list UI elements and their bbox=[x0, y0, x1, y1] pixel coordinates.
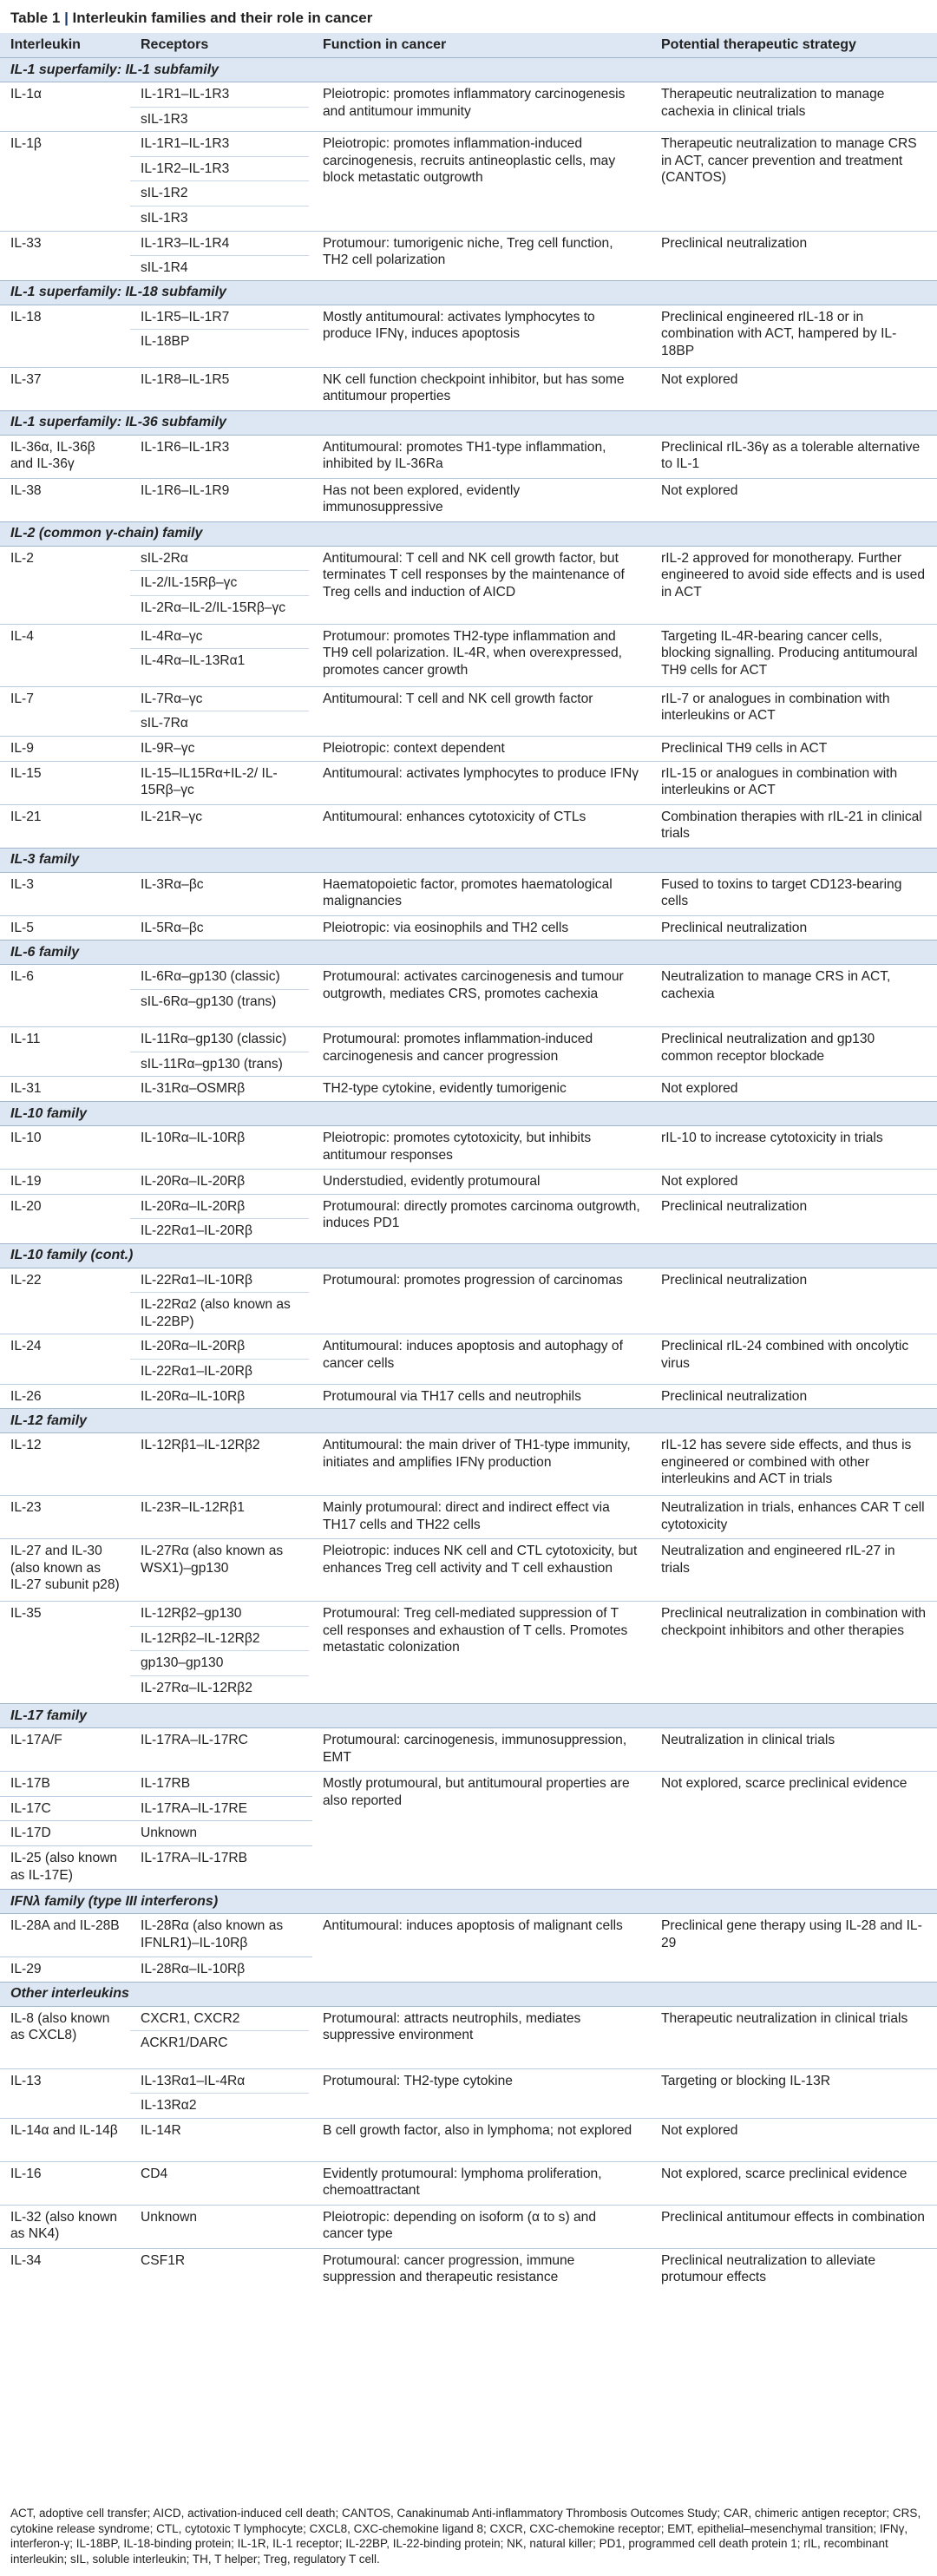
receptors-cell bbox=[130, 1821, 312, 1846]
therapy-cell: Preclinical gene therapy using IL-28 and IL-29 bbox=[651, 1914, 937, 1983]
family-header-row bbox=[0, 1101, 937, 1125]
table-row bbox=[0, 2161, 937, 2205]
receptor-entry: IL-1R8–IL-1R5 bbox=[141, 371, 230, 387]
therapy-cell: Preclinical rIL-36γ as a tolerable alternative to IL-1 bbox=[651, 435, 937, 478]
interleukin-cell: IL-37 bbox=[0, 367, 130, 410]
interleukin-cell: IL-32 (also known as NK4) bbox=[0, 2205, 130, 2248]
receptor-entry: IL-4Rα–IL-13Rα1 bbox=[130, 648, 309, 670]
interleukin-cell: IL-1β bbox=[0, 132, 130, 231]
function-cell: Mostly protumoural, but antitumoural properties are also reported bbox=[312, 1772, 651, 1890]
function-cell: Mostly antitumoural: activates lymphocytes to produce IFNγ, induces apoptosis bbox=[312, 305, 651, 367]
therapy-cell: Not explored bbox=[651, 478, 937, 521]
table-caption bbox=[10, 7, 372, 29]
table-row bbox=[0, 736, 937, 761]
family-name: IL-12 family bbox=[0, 1409, 937, 1433]
interleukin-cell: IL-17D bbox=[0, 1821, 130, 1846]
function-cell: B cell growth factor, also in lymphoma; not explored bbox=[312, 2118, 651, 2161]
therapy-cell: Preclinical engineered rIL-18 or in combination with ACT, hampered by IL-18BP bbox=[651, 305, 937, 367]
interleukin-cell: IL-5 bbox=[0, 915, 130, 941]
interleukin-cell: IL-21 bbox=[0, 804, 130, 848]
receptors-cell bbox=[130, 132, 312, 231]
table-row bbox=[0, 1027, 937, 1077]
interleukin-cell: IL-24 bbox=[0, 1334, 130, 1384]
table-row bbox=[0, 2118, 937, 2161]
receptors-cell bbox=[130, 231, 312, 280]
therapy-cell: rIL-10 to increase cytotoxicity in trials bbox=[651, 1125, 937, 1169]
receptor-entry: Unknown bbox=[141, 1825, 198, 1841]
receptor-entry: Unknown bbox=[141, 2209, 198, 2225]
interleukin-cell: IL-23 bbox=[0, 1496, 130, 1539]
receptor-entry: IL-28Rα (also known as IFNLR1)–IL-10Rβ bbox=[141, 1918, 284, 1950]
receptor-entry: IL-10Rα–IL-10Rβ bbox=[141, 1130, 246, 1145]
receptor-entry: sIL-1R3 bbox=[130, 107, 309, 128]
interleukin-cell: IL-13 bbox=[0, 2068, 130, 2118]
therapy-cell: Combination therapies with rIL-21 in clinical trials bbox=[651, 804, 937, 848]
function-cell: Protumour: tumorigenic niche, Treg cell function, TH2 cell polarization bbox=[312, 231, 651, 280]
footnote: ACT, adoptive cell transfer; AICD, activation-induced cell death; CANTOS, Canakinumab Anti-inflammatory Thrombosis Outcomes Study; CAR, chimeric antigen receptor; CRS, cytokine release syndrome; CTL, cytotoxic T lymphocyte; CXCL8, CXC-chemokine ligand 8; CXCR, CXC-chemokine receptor; EMT, epithelial–mesenchymal transition; IFNγ, interferon-γ; IL-18BP, IL-18-binding protein; IL-1R, IL-1 receptor; IL-22BP, IL-22-binding protein; NK, natural killer; PD1, programmed cell death protein 1; rIL, recombinant interleukin; sIL, soluble interleukin; TH, T helper; Treg, regulatory T cell. bbox=[10, 2507, 921, 2566]
family-name: IL-10 family bbox=[0, 1101, 937, 1125]
interleukin-cell: IL-2 bbox=[0, 546, 130, 624]
interleukin-cell: IL-8 (also known as CXCL8) bbox=[0, 2006, 130, 2068]
therapy-cell: Preclinical antitumour effects in combination bbox=[651, 2205, 937, 2248]
receptor-entry: IL-27Rα (also known as WSX1)–gp130 bbox=[141, 1544, 284, 1576]
table-row bbox=[0, 1496, 937, 1539]
table-row bbox=[0, 1602, 937, 1704]
receptor-entry: IL-12Rβ1–IL-12Rβ2 bbox=[141, 1438, 260, 1453]
therapy-cell: Neutralization in trials, enhances CAR T cell cytotoxicity bbox=[651, 1496, 937, 1539]
therapy-cell: rIL-2 approved for monotherapy. Further engineered to avoid side effects and is used in ACT bbox=[651, 546, 937, 624]
receptors-cell bbox=[130, 1796, 312, 1821]
receptors-cell bbox=[130, 2161, 312, 2205]
function-cell: Antitumoural: T cell and NK cell growth factor bbox=[312, 686, 651, 736]
family-name: IL-2 (common γ-chain) family bbox=[0, 521, 937, 546]
function-cell: Pleiotropic: via eosinophils and TH2 cells bbox=[312, 915, 651, 941]
family-name: IL-1 superfamily: IL-36 subfamily bbox=[0, 410, 937, 435]
function-cell: Understudied, evidently protumoural bbox=[312, 1169, 651, 1194]
receptor-entry: IL-20Rα–IL-20Rβ bbox=[141, 1339, 246, 1354]
therapy-cell: Neutralization in clinical trials bbox=[651, 1728, 937, 1772]
receptors-cell bbox=[130, 1957, 312, 1983]
table-row bbox=[0, 546, 937, 624]
receptors-cell bbox=[130, 1496, 312, 1539]
function-cell: NK cell function checkpoint inhibitor, but has some antitumour properties bbox=[312, 367, 651, 410]
therapy-cell: Not explored bbox=[651, 1169, 937, 1194]
receptors-cell bbox=[130, 804, 312, 848]
receptors-cell bbox=[130, 1334, 312, 1384]
receptor-entry: IL-13Rα2 bbox=[130, 2093, 309, 2114]
receptor-entry: sIL-1R2 bbox=[130, 180, 309, 202]
family-header-row bbox=[0, 1890, 937, 1914]
receptor-entry: IL-2/IL-15Rβ–γc bbox=[130, 570, 309, 592]
receptors-cell bbox=[130, 82, 312, 132]
interleukin-cell: IL-12 bbox=[0, 1433, 130, 1496]
receptor-entry: IL-1R1–IL-1R3 bbox=[141, 136, 230, 152]
receptor-entry: IL-13Rα1–IL-4Rα bbox=[141, 2073, 246, 2088]
therapy-cell: Fused to toxins to target CD123-bearing cells bbox=[651, 872, 937, 915]
receptors-cell bbox=[130, 872, 312, 915]
function-cell: Pleiotropic: promotes cytotoxicity, but inhibits antitumour responses bbox=[312, 1125, 651, 1169]
receptor-entry: IL-17RA–IL-17RC bbox=[141, 1733, 248, 1748]
function-cell: Has not been explored, evidently immunosuppressive bbox=[312, 478, 651, 521]
receptors-cell bbox=[130, 1194, 312, 1243]
therapy-cell: Not explored bbox=[651, 2118, 937, 2161]
function-cell: TH2-type cytokine, evidently tumorigenic bbox=[312, 1077, 651, 1102]
interleukin-cell: IL-25 (also known as IL-17E) bbox=[0, 1846, 130, 1890]
therapy-cell: Preclinical neutralization bbox=[651, 915, 937, 941]
receptor-entry: IL-4Rα–γc bbox=[141, 628, 203, 644]
therapy-cell: Preclinical neutralization to alleviate protumour effects bbox=[651, 2248, 937, 2291]
interleukin-cell: IL-33 bbox=[0, 231, 130, 280]
therapy-cell: Preclinical neutralization bbox=[651, 1194, 937, 1243]
family-header-row bbox=[0, 521, 937, 546]
function-cell: Evidently protumoural: lymphoma proliferation, chemoattractant bbox=[312, 2161, 651, 2205]
interleukin-cell: IL-19 bbox=[0, 1169, 130, 1194]
therapy-cell: rIL-12 has severe side effects, and thus is engineered or combined with other interleukins and ACT in trials bbox=[651, 1433, 937, 1496]
therapy-cell: Preclinical neutralization bbox=[651, 1384, 937, 1409]
interleukin-cell: IL-3 bbox=[0, 872, 130, 915]
function-cell: Pleiotropic: promotes inflammation-induced carcinogenesis, recruits antineoplastic cells, may block metastatic outgrowth bbox=[312, 132, 651, 231]
receptor-entry: IL-7Rα–γc bbox=[141, 691, 203, 706]
receptors-cell bbox=[130, 305, 312, 367]
receptor-entry: sIL-7Rα bbox=[130, 711, 309, 732]
receptors-cell bbox=[130, 1125, 312, 1169]
receptor-entry: IL-15–IL15Rα+IL-2/ IL-15Rβ–γc bbox=[141, 765, 278, 798]
therapy-cell: Therapeutic neutralization in clinical trials bbox=[651, 2006, 937, 2068]
table-row bbox=[0, 305, 937, 367]
receptors-cell bbox=[130, 367, 312, 410]
therapy-cell: Targeting IL-4R-bearing cancer cells, blocking signalling. Producing antitumoural TH9 cells for ACT bbox=[651, 624, 937, 686]
table-row bbox=[0, 132, 937, 231]
receptors-cell bbox=[130, 1268, 312, 1334]
interleukin-cell: IL-20 bbox=[0, 1194, 130, 1243]
table-row bbox=[0, 1433, 937, 1496]
function-cell: Antitumoural: induces apoptosis and autophagy of cancer cells bbox=[312, 1334, 651, 1384]
table-label: Table 1 bbox=[10, 10, 61, 26]
receptor-entry: IL-12Rβ2–gp130 bbox=[141, 1606, 242, 1622]
interleukin-table bbox=[0, 33, 937, 2291]
table-body bbox=[0, 58, 937, 2292]
interleukin-cell: IL-34 bbox=[0, 2248, 130, 2291]
column-header-receptors: Receptors bbox=[130, 33, 312, 58]
function-cell: Haematopoietic factor, promotes haematological malignancies bbox=[312, 872, 651, 915]
receptors-cell bbox=[130, 915, 312, 941]
function-cell: Antitumoural: T cell and NK cell growth factor, but terminates T cell responses by the maintenance of Treg cells and induction of AICD bbox=[312, 546, 651, 624]
therapy-cell: Not explored, scarce preclinical evidence bbox=[651, 2161, 937, 2205]
receptor-entry: IL-9R–γc bbox=[141, 740, 195, 756]
interleukin-cell: IL-17B bbox=[0, 1772, 130, 1797]
receptors-cell bbox=[130, 2118, 312, 2161]
interleukin-cell: IL-4 bbox=[0, 624, 130, 686]
interleukin-cell: IL-15 bbox=[0, 761, 130, 804]
interleukin-cell: IL-17C bbox=[0, 1796, 130, 1821]
family-name: IL-1 superfamily: IL-1 subfamily bbox=[0, 58, 937, 82]
receptors-cell bbox=[130, 1077, 312, 1102]
receptor-entry: IL-23R–IL-12Rβ1 bbox=[141, 1500, 245, 1516]
interleukin-cell: IL-28A and IL-28B bbox=[0, 1914, 130, 1957]
receptor-entry: CXCR1, CXCR2 bbox=[141, 2010, 240, 2026]
receptor-entry: IL-1R5–IL-1R7 bbox=[141, 309, 230, 324]
receptors-cell bbox=[130, 435, 312, 478]
table-row bbox=[0, 231, 937, 280]
receptor-entry: IL-27Rα–IL-12Rβ2 bbox=[130, 1675, 309, 1697]
table-row bbox=[0, 2006, 937, 2068]
table-row bbox=[0, 915, 937, 941]
interleukin-cell: IL-16 bbox=[0, 2161, 130, 2205]
receptor-entry: sIL-2Rα bbox=[141, 550, 188, 566]
receptors-cell bbox=[130, 1846, 312, 1890]
column-header-function: Function in cancer bbox=[312, 33, 651, 58]
receptor-entry: IL-17RB bbox=[141, 1776, 191, 1792]
table-row bbox=[0, 624, 937, 686]
family-name: IL-1 superfamily: IL-18 subfamily bbox=[0, 280, 937, 305]
function-cell: Pleiotropic: induces NK cell and CTL cytotoxicity, but enhances Treg cell activity and T cell exhaustion bbox=[312, 1539, 651, 1602]
receptors-cell bbox=[130, 686, 312, 736]
receptor-entry: IL-22Rα1–IL-10Rβ bbox=[141, 1272, 252, 1288]
receptor-entry: IL-1R6–IL-1R9 bbox=[141, 482, 230, 498]
interleukin-cell: IL-35 bbox=[0, 1602, 130, 1704]
interleukin-cell: IL-14α and IL-14β bbox=[0, 2118, 130, 2161]
therapy-cell: rIL-15 or analogues in combination with interleukins or ACT bbox=[651, 761, 937, 804]
receptor-entry: IL-20Rα–IL-10Rβ bbox=[141, 1388, 246, 1404]
function-cell: Antitumoural: promotes TH1-type inflammation, inhibited by IL-36Ra bbox=[312, 435, 651, 478]
receptors-cell bbox=[130, 1728, 312, 1772]
family-header-row bbox=[0, 280, 937, 305]
header-row bbox=[0, 33, 937, 58]
therapy-cell: Preclinical neutralization and gp130 common receptor blockade bbox=[651, 1027, 937, 1077]
interleukin-cell: IL-31 bbox=[0, 1077, 130, 1102]
receptor-entry: IL-17RA–IL-17RE bbox=[141, 1800, 248, 1816]
table-row bbox=[0, 1125, 937, 1169]
function-cell: Antitumoural: enhances cytotoxicity of CTLs bbox=[312, 804, 651, 848]
table-row bbox=[0, 2068, 937, 2118]
table-row bbox=[0, 1334, 937, 1384]
receptors-cell bbox=[130, 478, 312, 521]
table-row bbox=[0, 1384, 937, 1409]
therapy-cell: Not explored, scarce preclinical evidence bbox=[651, 1772, 937, 1890]
receptor-entry: IL-6Rα–gp130 (classic) bbox=[141, 969, 280, 985]
receptor-entry: sIL-11Rα–gp130 (trans) bbox=[130, 1052, 309, 1073]
function-cell: Protumoural: activates carcinogenesis and tumour outgrowth, mediates CRS, promotes cachexia bbox=[312, 965, 651, 1027]
therapy-cell: Neutralization to manage CRS in ACT, cachexia bbox=[651, 965, 937, 1027]
receptor-entry: IL-20Rα–IL-20Rβ bbox=[141, 1173, 246, 1189]
function-cell: Pleiotropic: depending on isoform (α to s) and cancer type bbox=[312, 2205, 651, 2248]
interleukin-cell: IL-26 bbox=[0, 1384, 130, 1409]
interleukin-cell: IL-17A/F bbox=[0, 1728, 130, 1772]
family-name: IL-17 family bbox=[0, 1704, 937, 1728]
family-header-row bbox=[0, 410, 937, 435]
table-row bbox=[0, 761, 937, 804]
therapy-cell: Targeting or blocking IL-13R bbox=[651, 2068, 937, 2118]
therapy-cell: Preclinical neutralization bbox=[651, 1268, 937, 1334]
receptor-entry: IL-22Rα1–IL-20Rβ bbox=[130, 1218, 309, 1240]
table-row bbox=[0, 2248, 937, 2291]
interleukin-cell: IL-11 bbox=[0, 1027, 130, 1077]
function-cell: Protumoural: promotes inflammation-induced carcinogenesis and cancer progression bbox=[312, 1027, 651, 1077]
receptor-entry: ACKR1/DARC bbox=[130, 2030, 309, 2052]
receptors-cell bbox=[130, 1772, 312, 1797]
receptor-entry: IL-5Rα–βc bbox=[141, 920, 204, 935]
receptor-entry: IL-31Rα–OSMRβ bbox=[141, 1081, 246, 1097]
function-cell: Pleiotropic: context dependent bbox=[312, 736, 651, 761]
therapy-cell: Therapeutic neutralization to manage CRS in ACT, cancer prevention and treatment (CANTOS) bbox=[651, 132, 937, 231]
receptor-entry: IL-1R2–IL-1R3 bbox=[130, 156, 309, 178]
receptors-cell bbox=[130, 736, 312, 761]
receptors-cell bbox=[130, 1914, 312, 1957]
receptor-entry: IL-1R3–IL-1R4 bbox=[141, 235, 230, 251]
family-header-row bbox=[0, 1982, 937, 2006]
receptor-entry: CSF1R bbox=[141, 2252, 186, 2268]
column-header-therapy: Potential therapeutic strategy bbox=[651, 33, 937, 58]
receptors-cell bbox=[130, 965, 312, 1027]
receptor-entry: IL-1R6–IL-1R3 bbox=[141, 439, 230, 455]
receptor-entry: CD4 bbox=[141, 2166, 168, 2181]
receptor-entry: IL-17RA–IL-17RB bbox=[141, 1851, 248, 1866]
receptors-cell bbox=[130, 2068, 312, 2118]
family-name: IL-3 family bbox=[0, 848, 937, 872]
therapy-cell: Therapeutic neutralization to manage cachexia in clinical trials bbox=[651, 82, 937, 132]
interleukin-cell: IL-38 bbox=[0, 478, 130, 521]
function-cell: Protumoural: promotes progression of carcinomas bbox=[312, 1268, 651, 1334]
receptor-entry: IL-20Rα–IL-20Rβ bbox=[141, 1198, 246, 1214]
table-row bbox=[0, 804, 937, 848]
receptors-cell bbox=[130, 1169, 312, 1194]
family-name: IL-10 family (cont.) bbox=[0, 1243, 937, 1268]
receptor-entry: IL-14R bbox=[141, 2122, 181, 2138]
receptors-cell bbox=[130, 1433, 312, 1496]
function-cell: Protumoural: directly promotes carcinoma outgrowth, induces PD1 bbox=[312, 1194, 651, 1243]
receptors-cell bbox=[130, 1602, 312, 1704]
table-row bbox=[0, 1539, 937, 1602]
table-row bbox=[0, 1077, 937, 1102]
therapy-cell: Preclinical neutralization in combination with checkpoint inhibitors and other therapies bbox=[651, 1602, 937, 1704]
function-cell: Protumoural via TH17 cells and neutrophils bbox=[312, 1384, 651, 1409]
therapy-cell: rIL-7 or analogues in combination with interleukins or ACT bbox=[651, 686, 937, 736]
function-cell: Pleiotropic: promotes inflammatory carcinogenesis and antitumour immunity bbox=[312, 82, 651, 132]
receptors-cell bbox=[130, 761, 312, 804]
family-header-row bbox=[0, 1704, 937, 1728]
family-header-row bbox=[0, 941, 937, 965]
table-row bbox=[0, 2205, 937, 2248]
caption-separator: | bbox=[64, 10, 73, 26]
table-row bbox=[0, 1169, 937, 1194]
receptor-entry: IL-21R–γc bbox=[141, 809, 203, 824]
function-cell: Protumoural: cancer progression, immune suppression and therapeutic resistance bbox=[312, 2248, 651, 2291]
interleukin-cell: IL-18 bbox=[0, 305, 130, 367]
function-cell: Antitumoural: the main driver of TH1-type immunity, initiates and amplifies IFNγ production bbox=[312, 1433, 651, 1496]
interleukin-cell: IL-36α, IL-36β and IL-36γ bbox=[0, 435, 130, 478]
therapy-cell: Not explored bbox=[651, 1077, 937, 1102]
interleukin-cell: IL-22 bbox=[0, 1268, 130, 1334]
family-name: IL-6 family bbox=[0, 941, 937, 965]
therapy-cell: Preclinical rIL-24 combined with oncolytic virus bbox=[651, 1334, 937, 1384]
receptor-entry: IL-1R1–IL-1R3 bbox=[141, 87, 230, 102]
function-cell: Protumoural: attracts neutrophils, mediates suppressive environment bbox=[312, 2006, 651, 2068]
therapy-cell: Neutralization and engineered rIL-27 in trials bbox=[651, 1539, 937, 1602]
therapy-cell: Not explored bbox=[651, 367, 937, 410]
interleukin-cell: IL-10 bbox=[0, 1125, 130, 1169]
receptors-cell bbox=[130, 2205, 312, 2248]
table-row bbox=[0, 1194, 937, 1243]
interleukin-cell: IL-29 bbox=[0, 1957, 130, 1983]
therapy-cell: Preclinical TH9 cells in ACT bbox=[651, 736, 937, 761]
table-row bbox=[0, 1268, 937, 1334]
table-title: Interleukin families and their role in cancer bbox=[72, 10, 373, 26]
receptors-cell bbox=[130, 624, 312, 686]
table-row bbox=[0, 1728, 937, 1772]
receptor-entry: IL-11Rα–gp130 (classic) bbox=[141, 1032, 287, 1047]
receptors-cell bbox=[130, 2006, 312, 2068]
receptor-entry: IL-2Rα–IL-2/IL-15Rβ–γc bbox=[130, 595, 309, 617]
receptor-entry: IL-18BP bbox=[130, 329, 309, 351]
function-cell: Antitumoural: activates lymphocytes to produce IFNγ bbox=[312, 761, 651, 804]
table-row bbox=[0, 1772, 937, 1797]
receptor-entry: IL-22Rα1–IL-20Rβ bbox=[130, 1359, 309, 1380]
family-header-row bbox=[0, 848, 937, 872]
interleukin-cell: IL-1α bbox=[0, 82, 130, 132]
receptors-cell bbox=[130, 1384, 312, 1409]
interleukin-cell: IL-9 bbox=[0, 736, 130, 761]
interleukin-cell: IL-27 and IL-30 (also known as IL-27 subunit p28) bbox=[0, 1539, 130, 1602]
receptors-cell bbox=[130, 1539, 312, 1602]
receptor-entry: IL-22Rα2 (also known as IL-22BP) bbox=[130, 1292, 309, 1330]
function-cell: Protumoural: carcinogenesis, immunosuppression, EMT bbox=[312, 1728, 651, 1772]
receptor-entry: IL-3Rα–βc bbox=[141, 876, 204, 892]
table-row bbox=[0, 686, 937, 736]
receptors-cell bbox=[130, 1027, 312, 1077]
family-header-row bbox=[0, 58, 937, 82]
family-header-row bbox=[0, 1409, 937, 1433]
function-cell: Protumour: promotes TH2-type inflammation and TH9 cell polarization. IL-4R, when overexpressed, promotes cancer growth bbox=[312, 624, 651, 686]
interleukin-cell: IL-7 bbox=[0, 686, 130, 736]
function-cell: Antitumoural: induces apoptosis of malignant cells bbox=[312, 1914, 651, 1983]
therapy-cell: Preclinical neutralization bbox=[651, 231, 937, 280]
function-cell: Protumoural: Treg cell-mediated suppression of T cell responses and exhaustion of T cells. Promotes metastatic colonization bbox=[312, 1602, 651, 1704]
receptor-entry: IL-12Rβ2–IL-12Rβ2 bbox=[130, 1626, 309, 1648]
interleukin-cell: IL-6 bbox=[0, 965, 130, 1027]
table-row bbox=[0, 478, 937, 521]
table-row bbox=[0, 965, 937, 1027]
table-row bbox=[0, 82, 937, 132]
receptor-entry: sIL-1R3 bbox=[130, 206, 309, 227]
column-header-interleukin: Interleukin bbox=[0, 33, 130, 58]
function-cell: Protumoural: TH2-type cytokine bbox=[312, 2068, 651, 2118]
function-cell: Mainly protumoural: direct and indirect effect via TH17 cells and TH22 cells bbox=[312, 1496, 651, 1539]
table-row bbox=[0, 1914, 937, 1957]
table-row bbox=[0, 367, 937, 410]
table-row bbox=[0, 435, 937, 478]
family-name: IFNλ family (type III interferons) bbox=[0, 1890, 937, 1914]
receptor-entry: IL-28Rα–IL-10Rβ bbox=[141, 1962, 246, 1977]
family-name: Other interleukins bbox=[0, 1982, 937, 2006]
receptor-entry: sIL-1R4 bbox=[130, 255, 309, 277]
receptors-cell bbox=[130, 546, 312, 624]
receptor-entry: gp130–gp130 bbox=[130, 1650, 309, 1672]
family-header-row bbox=[0, 1243, 937, 1268]
receptor-entry: sIL-6Rα–gp130 (trans) bbox=[130, 989, 309, 1011]
table-row bbox=[0, 872, 937, 915]
receptors-cell bbox=[130, 2248, 312, 2291]
